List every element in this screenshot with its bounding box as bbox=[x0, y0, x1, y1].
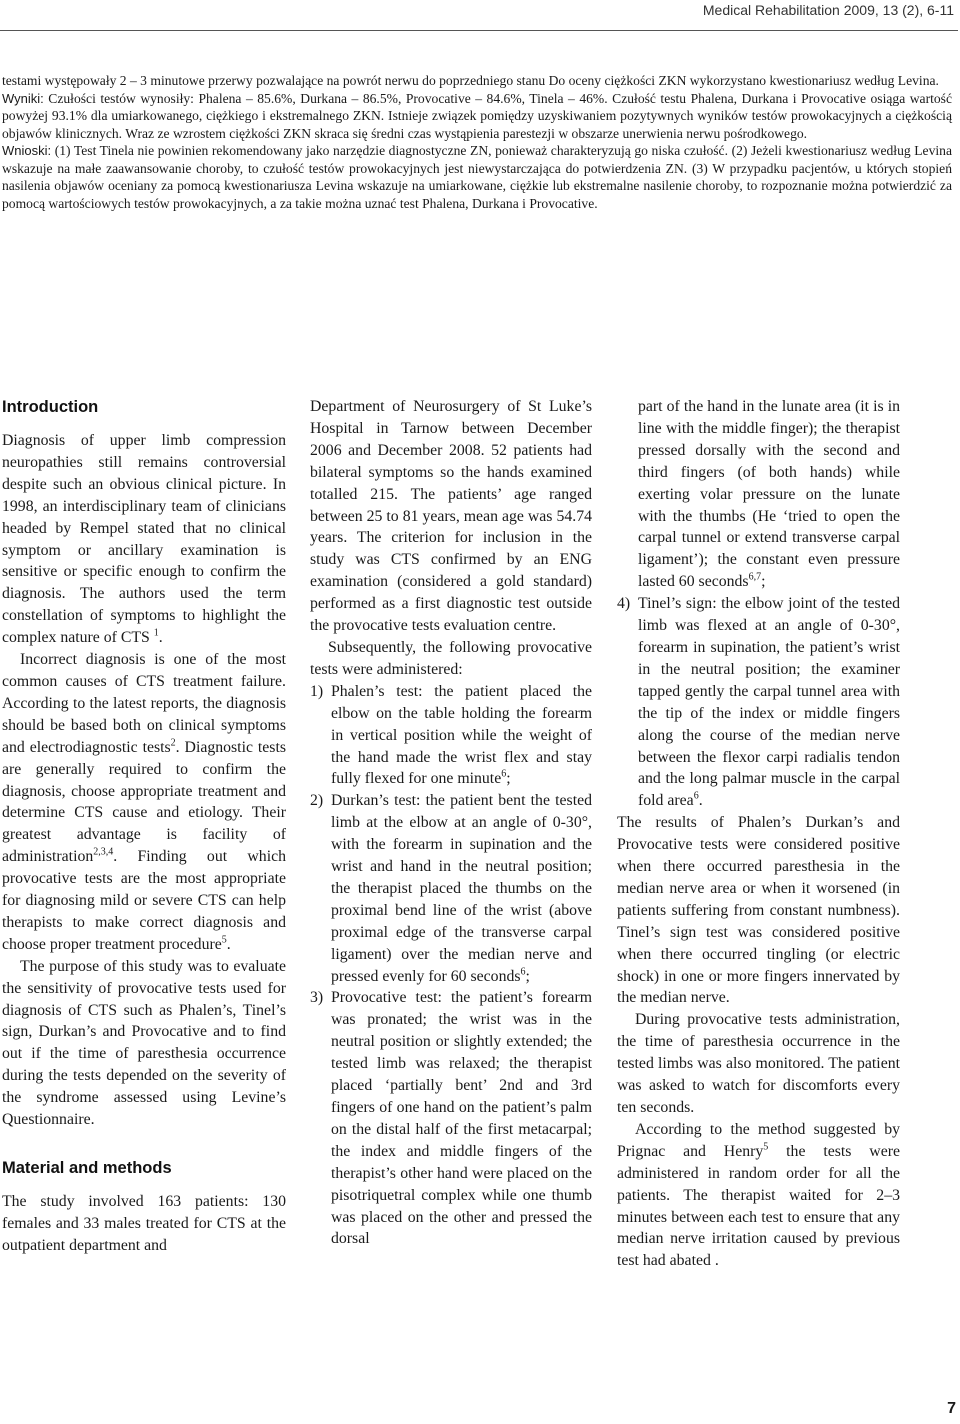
citation: 6 bbox=[693, 791, 699, 803]
text-run: According to the method suggested by Prignac and Henry bbox=[617, 1120, 900, 1160]
list-item-provocative bbox=[310, 987, 592, 1250]
text-run: Durkan’s test: the patient bent the tested limb at the elbow at an angle of 0-30°, with the forearm in supination and the wrist and hand in the neutral position; the therapist placed the thumbs on the proximal bend line of the wrist (above proximal edge of the transverse carpal ligament) over the median nerve and pressed evenly for 60 seconds bbox=[331, 792, 592, 985]
list-item-durkan bbox=[310, 790, 592, 987]
citation: 1 bbox=[153, 627, 159, 639]
header-rule bbox=[0, 30, 958, 31]
abstract-block bbox=[2, 72, 952, 212]
list-number: 4) bbox=[617, 595, 631, 613]
methods-paragraph-1: The study involved 163 patients: 130 females and 33 males treated for CTS at the outpatient department and bbox=[2, 1193, 286, 1254]
text-run: Provocative test: the patient’s forearm was pronated; the wrist was in the neutral position or slightly extended; the tested limb was relaxed; the therapist placed ‘partially bent’ 2nd and 3rd fingers of one hand on the patient’s palm on the distal half of the first metacarpal; the index and middle fingers of the therapist’s other hand were placed on the pisotriquetral complex while one thumb was placed on the other and pressed the dorsal bbox=[331, 989, 592, 1248]
text-run: ; bbox=[525, 967, 530, 985]
text-run: part of the hand in the lunate area (it is in line with the middle finger); the therapist pressed dorsally with the second and third fingers (of both hands) while exerting volar pressure on the lunate with the thumbs (He ‘tried to open the carpal tunnel or extend transverse carpal ligament’); the constant even pressure lasted 60 seconds bbox=[638, 398, 900, 591]
list-number: 3) bbox=[310, 989, 324, 1007]
list-number: 1) bbox=[310, 682, 324, 700]
monitoring-paragraph: During provocative tests administration, the time of paresthesia occurrence in the tested limbs was also monitored. The patient was asked to watch for discomforts every ten seconds. bbox=[617, 1011, 900, 1116]
text-run: . bbox=[226, 935, 231, 953]
text-run: the tests were administered in random order for all the patients. The therapist waited for 2–3 minutes between each test to ensure that any median nerve irritation caused by previous test had abated . bbox=[617, 1142, 900, 1270]
provocative-tests-list bbox=[310, 681, 592, 1251]
text-run: Phalen’s test: the patient placed the elbow on the table holding the forearm in vertical position while the weight of the hand made the wrist flex and stay fully flexed for one minute bbox=[331, 682, 592, 788]
citation: 6 bbox=[520, 966, 526, 978]
abstract-line: testami występowały 2 – 3 minutowe przerwy pozwalające na powrót nerwu do poprzedniego stanu Do oceny ciężkości ZKN wykorzystano kwestionariusz według Levina. bbox=[2, 73, 939, 88]
wyniki-text: Czułości testów wynosiły: Phalena – 85.6%, Durkana – 86.5%, Provocative – 84.6%, Tinela – 46%. Czułość testu Phalena, Durkana i Provocative osiąga wartość powyżej 93.1% dla umiarkowanego, ciężkiego i ekstremalnego ZKN. Istnieje związek pomiędzy uzyskiwaniem pozytywnych wyników testów prowokacyjnych a ciężkością objawów klinicznych. Wraz ze wzrostem ciężkości ZKN skraca się średni czas wystąpienia parestezji w obszarze unerwienia nerwu pośrodkowego. bbox=[2, 90, 952, 141]
intro-paragraph-3: The purpose of this study was to evaluate the sensitivity of provocative tests used for diagnosis of CTS such as Phalen’s, Tinel’s sign, Durkan’s and Provocative and to find out if the time of paresthesia occurrence during the tests depended on the severity of the syndrome assessed using Levine’s Questionnaire. bbox=[2, 957, 286, 1129]
provocative-tests-list-cont bbox=[617, 396, 900, 812]
column-right bbox=[617, 396, 900, 1386]
methods-paragraph-1-cont: Department of Neurosurgery of St Luke’s Hospital in Tarnow between December 2006 and December 2008. 52 patients had bilateral symptoms so the hands examined totalled 215. The patients’ age ranged between 25 to 81 years, mean age was 54.74 years. The criterion for inclusion in the study was CTS confirmed by an ENG examination (considered a gold standard) performed as a first diagnostic test outside the provocative tests evaluation centre. bbox=[310, 398, 592, 635]
introduction-heading: Introduction bbox=[2, 398, 99, 416]
text-run: ; bbox=[506, 770, 511, 788]
citation: 6 bbox=[501, 769, 507, 781]
citation: 5 bbox=[221, 934, 227, 946]
intro-paragraph-1 bbox=[2, 430, 286, 649]
methods-heading: Material and methods bbox=[2, 1159, 172, 1177]
text-run: . bbox=[698, 792, 703, 810]
list-item-tinel bbox=[617, 593, 900, 812]
text-run: . Finding out which provocative tests are the most appropriate for diagnosing mild or severe CTS can help therapists to make correct diagnosis and choose proper treatment procedure bbox=[2, 848, 286, 953]
list-item-provocative-cont bbox=[617, 396, 900, 593]
citation: 6,7 bbox=[748, 571, 762, 583]
text-run: Tinel’s sign: the elbow joint of the tested limb was flexed at an angle of 0-30°, forearm in supination, the patient’s wrist in the neutral position; the examiner tapped gently the carpal tunnel area with the tip of the index or middle fingers along the course of the median nerve between the flexor carpi radialis tendon and the long palmar muscle in the carpal fold area bbox=[638, 595, 900, 810]
methods-paragraph-2: Subsequently, the following provocative tests were administered: bbox=[310, 638, 592, 678]
list-number: 2) bbox=[310, 792, 324, 810]
intro-paragraph-2 bbox=[2, 649, 286, 956]
column-middle bbox=[310, 396, 592, 1386]
wyniki-label: Wyniki: bbox=[2, 90, 44, 106]
wnioski-label: Wnioski: bbox=[2, 143, 52, 158]
text-run: ; bbox=[761, 573, 766, 591]
text-run: . bbox=[158, 629, 163, 647]
method-order-paragraph bbox=[617, 1119, 900, 1272]
wnioski-text: (1) Test Tinela nie powinien rekomendowany jako narzędzie diagnostyczne ZN, ponieważ charakteryzują go niska czułość. (2) Jeżeli kwestionariusz według Levina wskazuje na małe zaawansowanie choroby, to czułość testów prowokacyjnych jest niewystarczająca do potwierdzenia ZN. (3) W przypadku pacjentów, u których stopień nasilenia objawów oceniany za pomocą kwestionariusza Levina wskazuje na umiarkowane, ciężkie lub ekstremalne nasilenie choroby, to rozpoznanie można potwierdzić za pomocą wartościowych testów prowokacyjnych, a za takie można uznać test Phalena, Durkana i Provocative. bbox=[2, 143, 952, 211]
column-left bbox=[2, 396, 286, 1386]
text-run: . Diagnostic tests are generally required to confirm the diagnosis, choose appropriate treatment and determine CTS cause and etiology. Their greatest advantage is facility of administration bbox=[2, 738, 286, 866]
citation: 2 bbox=[170, 737, 176, 749]
citation: 2,3,4 bbox=[93, 846, 114, 858]
text-run: Incorrect diagnosis is one of the most common causes of CTS treatment failure. According to the latest reports, the diagnosis should be based both on clinical symptoms and electrodiagnostic tests bbox=[2, 651, 286, 756]
citation: 5 bbox=[763, 1141, 769, 1153]
text-run: Diagnosis of upper limb compression neuropathies still remains controversial despite such an obvious clinical picture. In 1998, an interdisciplinary team of clinicians headed by Rempel stated that no clinical symptom or ancillary examination is sensitive or specific enough to confirm the diagnosis. The authors used the term constellation of symptoms to highlight the complex nature of CTS bbox=[2, 432, 286, 647]
page-number: 7 bbox=[947, 1400, 956, 1417]
list-item-phalen bbox=[310, 681, 592, 791]
running-head: Medical Rehabilitation 2009, 13 (2), 6-11 bbox=[702, 2, 954, 18]
results-criteria-paragraph: The results of Phalen’s Durkan’s and Provocative tests were considered positive when there occurred paresthesia in the median nerve area or when it worsened (in patients suffering from constant numbness). Tinel’s sign test was considered positive when there occurred tingling (or electric shock) in one or more fingers innervated by the median nerve. bbox=[617, 814, 900, 1007]
